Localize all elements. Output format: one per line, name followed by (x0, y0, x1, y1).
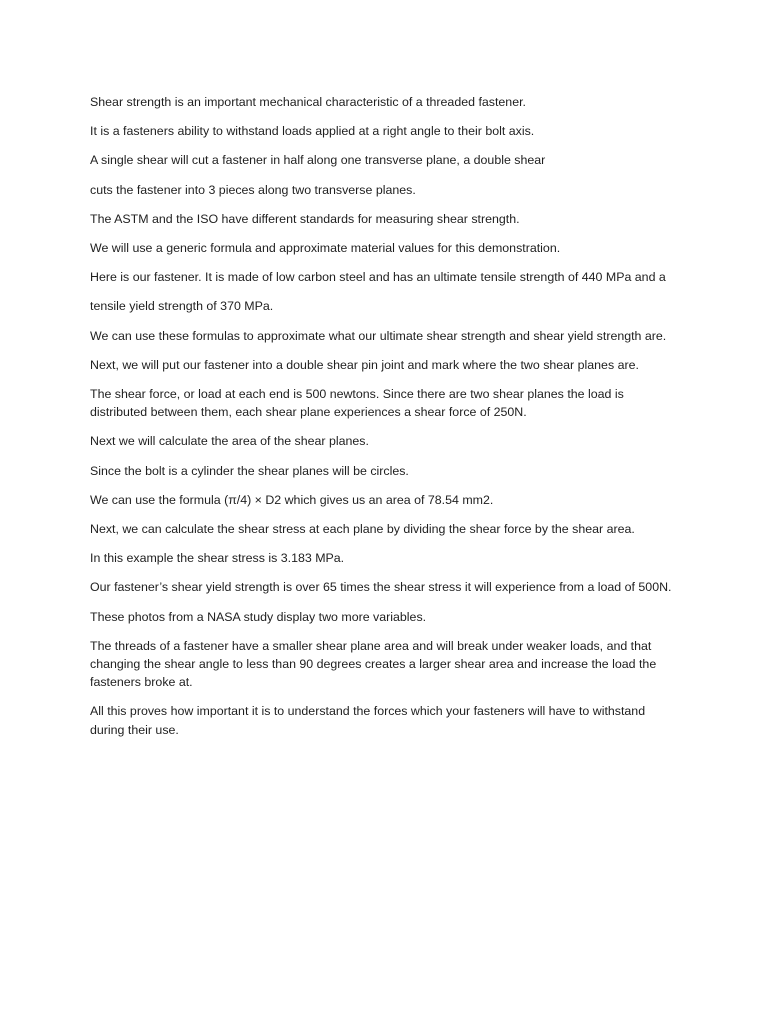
paragraph-7: Here is our fastener. It is made of low carbon steel and has an ultimate tensile strength of 440 MPa and a (90, 270, 666, 285)
paragraph-4: cuts the fastener into 3 pieces along two transverse planes. (90, 182, 416, 197)
paragraph-16: In this example the shear stress is 3.183 MPa. (90, 551, 345, 566)
paragraph-1: Shear strength is an important mechanical characteristic of a threaded fastener. (90, 95, 526, 109)
paragraph-14: We can use the formula (π/4) × D2 which gives us an area of 78.54 mm2. (90, 492, 494, 507)
paragraph-18: These photos from a NASA study display two more variables. (90, 609, 427, 624)
paragraph-20: All this proves how important it is to understand the forces which your fasteners will have to withstand during their use. (90, 704, 646, 737)
paragraph-6: We will use a generic formula and approximate material values for this demonstration. (90, 241, 561, 256)
paragraph-3: A single shear will cut a fastener in half along one transverse plane, a double shear (90, 153, 546, 168)
paragraph-11: The shear force, or load at each end is 500 newtons. Since there are two shear planes the load is distributed between them, each shear plane experiences a shear force of 250N. (90, 387, 624, 420)
paragraph-8: tensile yield strength of 370 MPa. (90, 299, 274, 314)
paragraph-5: The ASTM and the ISO have different standards for measuring shear strength. (90, 211, 520, 226)
paragraph-17: Our fastener’s shear yield strength is over 65 times the shear stress it will experience from a load of 500N. (90, 580, 672, 595)
document-body (90, 93, 682, 750)
paragraph-9: We can use these formulas to approximate what our ultimate shear strength and shear yield strength are. (90, 328, 667, 343)
paragraph-10: Next, we will put our fastener into a double shear pin joint and mark where the two shear planes are. (90, 357, 639, 372)
paragraph-13: Since the bolt is a cylinder the shear planes will be circles. (90, 463, 409, 478)
paragraph-19: The threads of a fastener have a smaller shear plane area and will break under weaker loads, and that changing the shear angle to less than 90 degrees creates a larger shear area and increase the load the fasteners broke at. (90, 638, 657, 690)
paragraph-2: It is a fasteners ability to withstand loads applied at a right angle to their bolt axis. (90, 124, 535, 139)
paragraph-12: Next we will calculate the area of the shear planes. (90, 434, 369, 449)
paragraph-15: Next, we can calculate the shear stress at each plane by dividing the shear force by the shear area. (90, 522, 635, 537)
